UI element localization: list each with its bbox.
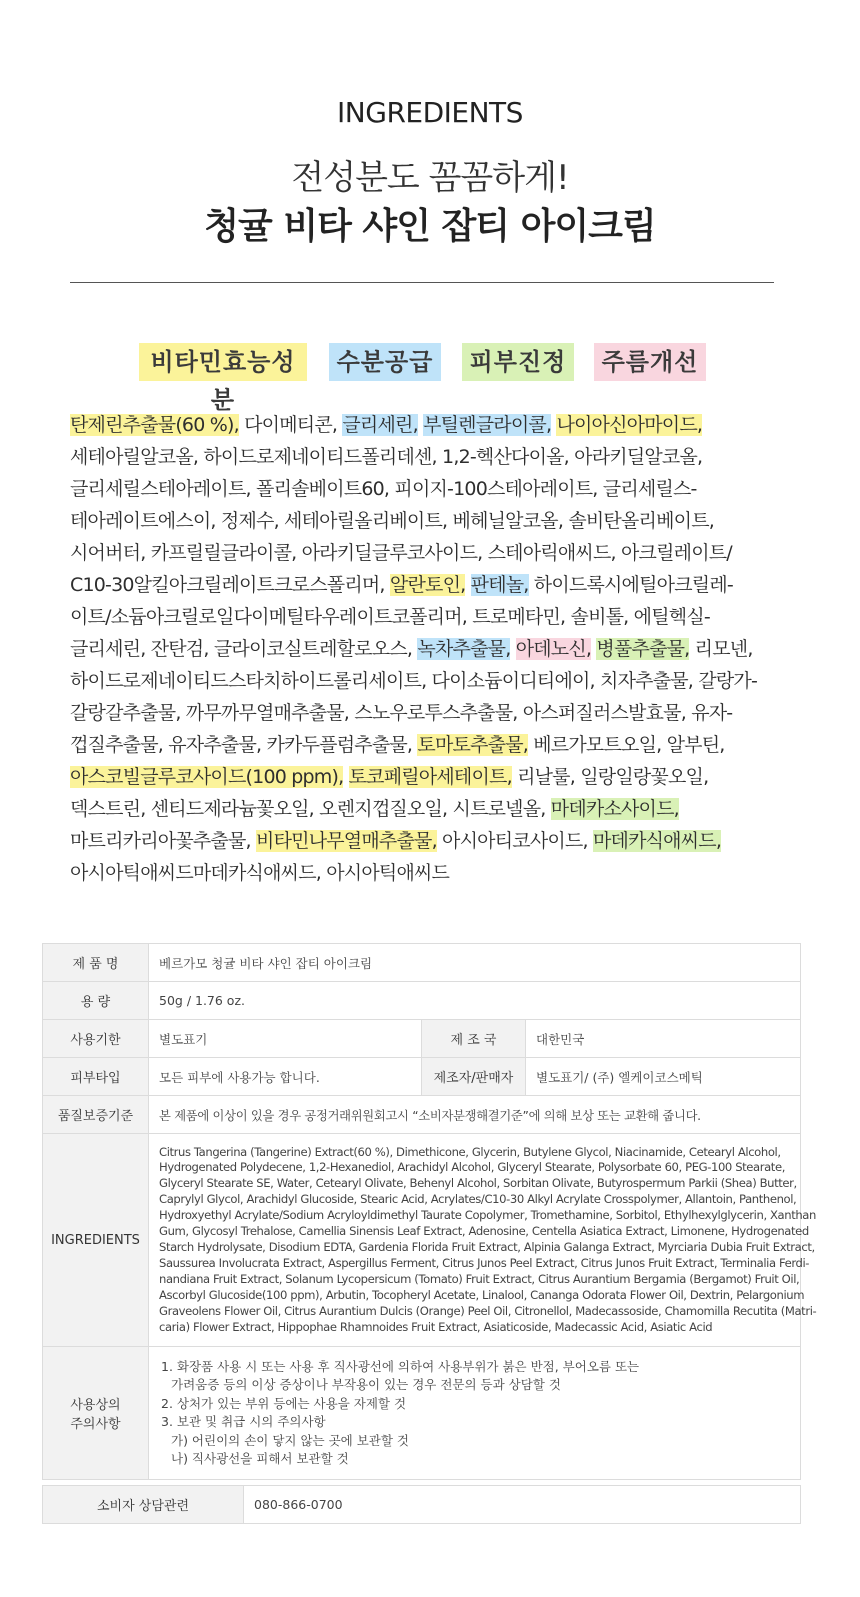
ingredient-text: 아시아티코사이드,: [436, 830, 593, 852]
ingredient-text: 갈랑갈추출물, 까무까무열매추출물, 스노우로투스추출물, 아스퍼질러스발효물, 유자-: [70, 702, 733, 724]
highlighted-ingredient: 녹차추출물,: [417, 638, 511, 660]
highlighted-ingredient: 마데카식애씨드,: [592, 830, 722, 852]
caution-line: 가) 어린이의 손이 닿지 않는 곳에 보관할 것: [171, 1432, 409, 1448]
ingredient-text: 시어버터, 카프릴릴글라이콜, 아라키딜글루코사이드, 스테아릭애씨드, 아크릴레이트/: [70, 542, 732, 564]
volume-label: 용 량: [43, 982, 149, 1020]
ingredient-line: [70, 762, 800, 794]
divider: [70, 282, 774, 283]
consumer-label: 소비자 상담관련: [43, 1486, 244, 1524]
ingredient-line: [70, 506, 800, 538]
legend-vitamin: 비타민효능성분: [139, 343, 307, 381]
row-caution: [43, 1347, 801, 1480]
ingredient-line: [70, 410, 800, 442]
row-consumer: [43, 1486, 801, 1524]
highlighted-ingredient: 탄제린추출물(60 %),: [70, 414, 239, 436]
ingredient-line: [70, 730, 800, 762]
ingredient-text: [510, 638, 515, 660]
ingredient-line: [70, 602, 800, 634]
ingredient-text: 껍질추출물, 유자추출물, 카카두플럼추출물,: [70, 734, 418, 756]
caution-line: 1. 화장품 사용 시 또는 사용 후 직사광선에 의하여 사용부위가 붉은 반점, 부어오름 또는: [161, 1358, 640, 1374]
highlighted-ingredient: 나이아신아마이드,: [556, 414, 703, 436]
highlighted-ingredient: 아스코빌글루코사이드(100 ppm),: [70, 766, 344, 788]
highlighted-ingredient: 마데카소사이드,: [550, 798, 679, 820]
ingredient-list-ko: [70, 410, 800, 890]
ingredients-en-line: Ascorbyl Glucoside(100 ppm), Arbutin, Tocopheryl Acetate, Linalool, Cananga Odorata Flower Oil, Dextrin, Pelargonium: [159, 1287, 805, 1302]
ingredient-text: 다이메티콘,: [238, 414, 343, 436]
consumer-phone: 080-866-0700: [244, 1486, 801, 1524]
highlighted-ingredient: 부틸렌글라이콜,: [423, 414, 552, 436]
ingredient-line: [70, 442, 800, 474]
caution-label-line2: 주의사항: [70, 1417, 121, 1432]
ingredients-en-line: Caprylyl Glycol, Arachidyl Glucoside, Stearic Acid, Acrylates/C10-30 Alkyl Acrylate Crosspolymer, Allantoin, Panthenol,: [159, 1192, 797, 1207]
highlighted-ingredient: 아데노신,: [515, 638, 592, 660]
caution-value: [149, 1347, 801, 1480]
ingredients-title: INGREDIENTS: [337, 96, 523, 129]
quality-value: 본 제품에 이상이 있을 경우 공정거래위원회고시 “소비자분쟁해결기준”에 의해 보상 또는 교환해 줍니다.: [149, 1096, 801, 1134]
ingredient-line: [70, 858, 800, 890]
product-info-table: [42, 943, 817, 1480]
ingredient-text: 하이드록시에틸아크릴레-: [528, 574, 733, 596]
product-name-label: 제 품 명: [43, 944, 149, 982]
ingredient-text: 이트/소듐아크릴로일다이메틸타우레이트코폴리머, 트로메타민, 솔비톨, 에틸헥실-: [70, 606, 710, 628]
ingredients-en-line: Citrus Tangerina (Tangerine) Extract(60 %), Dimethicone, Glycerin, Butylene Glycol, Niacinamide, Cetearyl Alcohol,: [159, 1144, 781, 1159]
highlighted-ingredient: 병풀추출물,: [596, 638, 690, 660]
row-product-name: [43, 944, 801, 982]
ingredients-en-line: Graveolens Flower Oil, Citrus Aurantium Dulcis (Orange) Peel Oil, Citronellol, Madecassoside, Chamomilla Recutita (Matri-: [159, 1303, 817, 1318]
ingredient-line: [70, 570, 800, 602]
row-ingredients-en: [43, 1134, 801, 1347]
caution-label: [43, 1347, 149, 1480]
ingredient-text: 덱스트린, 센티드제라늄꽃오일, 오렌지껍질오일, 시트로넬올,: [70, 798, 551, 820]
ingredients-en-value: [149, 1134, 817, 1347]
ingredients-en-line: Glyceryl Stearate SE, Water, Cetearyl Olivate, Behenyl Alcohol, Sorbitan Olivate, Butyrospermum Parkii (Shea) Butter,: [159, 1176, 797, 1191]
country-value: 대한민국: [526, 1020, 801, 1058]
maker-label: 제조자/판매자: [422, 1058, 526, 1096]
ingredients-en-line: Saussurea Involucrata Extract, Aspergillus Ferment, Citrus Junos Peel Extract, Citrus Junos Fruit Extract, Terminalia Ferdi-: [159, 1255, 810, 1270]
ingredient-text: 하이드로제네이티드스타치하이드롤리세이트, 다이소듐이디티에이, 치자추출물, 갈랑가-: [70, 670, 757, 692]
subtitle-line1: 전성분도 꼼꼼하게!: [291, 158, 569, 198]
ingredient-text: 글리세린, 잔탄검, 글라이코실트레할로오스,: [70, 638, 418, 660]
ingredient-text: 리모넨,: [689, 638, 753, 660]
caution-line: 2. 상처가 있는 부위 등에는 사용을 자제할 것: [161, 1395, 407, 1411]
ingredient-text: 베르가모트오일, 알부틴,: [528, 734, 725, 756]
ingredients-en-line: Gum, Glycosyl Trehalose, Camellia Sinensis Leaf Extract, Adenosine, Centella Asiatica Extract, Limonene, Hydrogenated: [159, 1224, 809, 1239]
ingredients-en-line: Hydrogenated Polydecene, 1,2-Hexanediol, Arachidyl Alcohol, Glyceryl Stearate, Polysorbate 60, PEG-100 Stearate,: [159, 1160, 785, 1175]
ingredients-en-label: INGREDIENTS: [43, 1134, 149, 1347]
highlighted-ingredient: 글리세린,: [342, 414, 418, 436]
skin-type-value: 모든 피부에 사용가능 합니다.: [149, 1058, 422, 1096]
ingredient-text: 아시아틱애씨드마데카식애씨드, 아시아틱애씨드: [70, 862, 450, 884]
row-volume: [43, 982, 801, 1020]
caution-line: 가려움증 등의 이상 증상이나 부작용이 있는 경우 전문의 등과 상담할 것: [171, 1377, 561, 1392]
country-label: 제 조 국: [422, 1020, 526, 1058]
ingredient-text: C10-30알킬아크릴레이트크로스폴리머,: [70, 574, 390, 596]
row-skin-type: [43, 1058, 801, 1096]
highlighted-ingredient: 토코페릴아세테이트,: [348, 766, 512, 788]
row-expiry: [43, 1020, 801, 1058]
ingredient-line: [70, 634, 800, 666]
ingredient-text: 테아레이트에스이, 정제수, 세테아릴올리베이트, 베헤닐알코올, 솔비탄올리베이트,: [70, 510, 714, 532]
row-quality: [43, 1096, 801, 1134]
ingredients-en-line: Hydroxyethyl Acrylate/Sodium Acryloyldimethyl Taurate Copolymer, Tromethamine, Sorbitol, Ethylhexylglycerin, Xanthan: [159, 1208, 816, 1223]
expiry-value: 별도표기: [149, 1020, 422, 1058]
product-name-value: 베르가모 청귤 비타 샤인 잡티 아이크림: [149, 944, 801, 982]
caution-line: 나) 직사광선을 피해서 보관할 것: [171, 1451, 349, 1466]
ingredients-en-line: Starch Hydrolysate, Disodium EDTA, Gardenia Florida Fruit Extract, Alpinia Galanga Extract, Myrciaria Dubia Fruit Extract,: [159, 1240, 815, 1254]
volume-value: 50g / 1.76 oz.: [149, 982, 801, 1020]
highlighted-ingredient: 비타민나무열매추출물,: [256, 830, 437, 852]
ingredient-text: 리날룰, 일랑일랑꽃오일,: [511, 766, 709, 788]
ingredient-text: 세테아릴알코올, 하이드로제네이티드폴리데센, 1,2-헥산다이올, 아라키딜알코올,: [70, 446, 703, 468]
highlighted-ingredient: 토마토추출물,: [417, 734, 528, 756]
legend-moisture: 수분공급: [329, 343, 441, 381]
legend-wrinkle: 주름개선: [594, 343, 706, 381]
ingredients-en-line: nandiana Fruit Extract, Solanum Lycopersicum (Tomato) Fruit Extract, Citrus Aurantium Bergamia (Bergamot) Fruit Oil,: [159, 1271, 800, 1286]
legend-soothing: 피부진정: [462, 343, 574, 381]
ingredient-line: [70, 666, 800, 698]
ingredient-text: 마트리카리아꽃추출물,: [70, 830, 257, 852]
ingredient-line: [70, 794, 800, 826]
legend: [0, 343, 860, 414]
highlighted-ingredient: 알란토인,: [389, 574, 466, 596]
ingredient-text: [343, 766, 348, 788]
expiry-label: 사용기한: [43, 1020, 149, 1058]
ingredients-en-line: caria) Flower Extract, Hippophae Rhamnoides Fruit Extract, Asiaticoside, Madecassic Acid, Asiatic Acid: [159, 1319, 713, 1334]
ingredient-line: [70, 826, 800, 858]
highlighted-ingredient: 판테놀,: [470, 574, 529, 596]
ingredient-line: [70, 474, 800, 506]
caution-label-line1: 사용상의: [70, 1398, 121, 1413]
quality-label: 품질보증기준: [43, 1096, 149, 1134]
product-title: 청귤 비타 샤인 잡티 아이크림: [204, 206, 656, 247]
skin-type-label: 피부타입: [43, 1058, 149, 1096]
ingredient-text: [465, 574, 470, 596]
ingredient-line: [70, 698, 800, 730]
consumer-table: [42, 1485, 801, 1524]
ingredient-text: 글리세릴스테아레이트, 폴리솔베이트60, 피이지-100스테아레이트, 글리세릴스-: [70, 478, 697, 500]
caution-line: 3. 보관 및 취급 시의 주의사항: [161, 1414, 326, 1429]
maker-value: 별도표기/ (주) 엘케이코스메틱: [526, 1058, 801, 1096]
ingredient-line: [70, 538, 800, 570]
